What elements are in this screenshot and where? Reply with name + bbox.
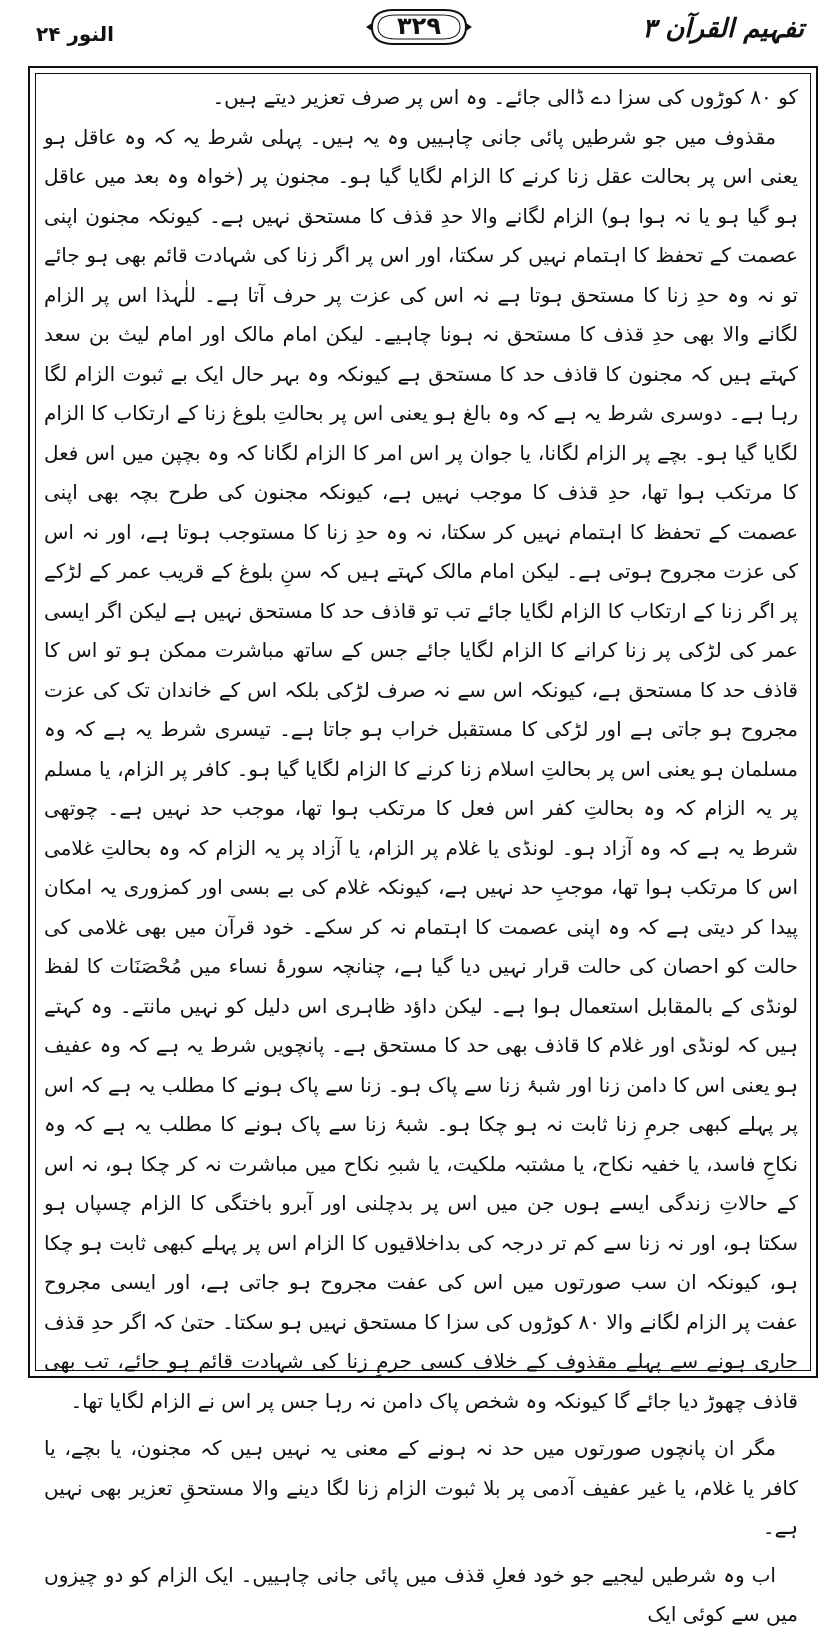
book-title: تفہیم القرآن ۳ — [642, 14, 804, 44]
paragraph-2: مقذوف میں جو شرطیں پائی جانی چاہییں وہ یہ ہیں۔ پہلی شرط یہ کہ وہ عاقل ہو یعنی اس پر بحالت عقل زنا کرنے کا الزام لگایا گیا ہو۔ مجنون پر (خواہ وہ بعد میں عاقل ہو گیا ہو یا نہ ہوا ہو) الزام لگانے والا حدِ قذف کا مستحق نہیں ہے۔ کیونکہ مجنون اپنی عصمت کے تحفظ کا اہتمام نہیں کر سکتا، اور اس پر اگر زنا کی شہادت قائم بھی ہو جائے تو نہ وہ حدِ زنا کا مستحق ہوتا ہے نہ اس کی عزت پر حرف آتا ہے۔ للٰہذا اس پر الزام لگانے والا بھی حدِ قذف کا مستحق نہ ہونا چاہیے۔ لیکن امام مالک اور امام لیث بن سعد کہتے ہیں کہ مجنون کا قاذف حد کا مستحق ہے کیونکہ وہ بہر حال ایک بے ثبوت الزام لگا رہا ہے۔ دوسری شرط یہ ہے کہ وہ بالغ ہو یعنی اس پر بحالتِ بلوغ زنا کے ارتکاب کا الزام لگایا گیا ہو۔ بچے پر الزام لگانا، یا جوان پر اس امر کا الزام لگانا کہ وہ بچپن میں اس فعل کا مرتکب ہوا تھا، حدِ قذف کا موجب نہیں ہے، کیونکہ مجنون کی طرح بچہ بھی اپنی عصمت کے تحفظ کا اہتمام نہیں کر سکتا، نہ وہ حدِ زنا کا مستوجب ہوتا ہے، اور نہ اس کی عزت مجروح ہوتی ہے۔ لیکن امام مالک کہتے ہیں کہ سنِ بلوغ کے قریب عمر کے لڑکے پر اگر زنا کے ارتکاب کا الزام لگایا جائے تب تو قاذف حد کا مستحق نہیں ہے لیکن اگر ایسی عمر کی لڑکی پر زنا کرانے کا الزام لگایا جائے جس کے ساتھ مباشرت ممکن ہو تو اس کا قاذف حد کا مستحق ہے، کیونکہ اس سے نہ صرف لڑکی بلکہ اس کے خاندان تک کی عزت مجروح ہو جاتی ہے اور لڑکی کا مستقبل خراب ہو جاتا ہے۔ تیسری شرط یہ ہے کہ وہ مسلمان ہو یعنی اس پر بحالتِ اسلام زنا کرنے کا الزام لگایا گیا ہو۔ کافر پر الزام، یا مسلم پر یہ الزام کہ وہ بحالتِ کفر اس فعل کا مرتکب ہوا تھا، موجب حد نہیں ہے۔ چوتھی شرط یہ ہے کہ وہ آزاد ہو۔ لونڈی یا غلام پر الزام، یا آزاد پر یہ الزام کہ وہ بحالتِ غلامی اس کا مرتکب ہوا تھا، موجبِ حد نہیں ہے، کیونکہ غلام کی بے بسی اور کمزوری یہ امکان پیدا کر دیتی ہے کہ وہ اپنی عصمت کا اہتمام نہ کر سکے۔ خود قرآن میں بھی غلامی کی حالت کو احصان کی حالت قرار نہیں دیا گیا ہے، چنانچہ سورۂ نساء میں مُحْصَنَات کا لفظ لونڈی کے بالمقابل استعمال ہوا ہے۔ لیکن داؤد ظاہری اس دلیل کو نہیں مانتے۔ وہ کہتے ہیں کہ لونڈی اور غلام کا قاذف بھی حد کا مستحق ہے۔ پانچویں شرط یہ ہے کہ وہ عفیف ہو یعنی اس کا دامن زنا اور شبۂ زنا سے پاک ہو۔ زنا سے پاک ہونے کا مطلب یہ ہے کہ اس پر پہلے کبھی جرمِ زنا ثابت نہ ہو چکا ہو۔ شبۂ زنا سے پاک ہونے کا مطلب یہ ہے کہ وہ نکاحِ فاسد، یا خفیہ نکاح، یا مشتبہ ملکیت، یا شبہِ نکاح میں مباشرت نہ کر چکا ہو، نہ اس کے حالاتِ زندگی ایسے ہوں جن میں اس پر بدچلنی اور آبرو باختگی کا الزام چسپاں ہو سکتا ہو، اور نہ زنا سے کم تر درجہ کی بداخلاقیوں کا الزام اس پر پہلے کبھی ثابت ہو چکا ہو، کیونکہ ان سب صورتوں میں اس کی عفت مجروح ہو جاتی ہے، اور ایسی مجروح عفت پر الزام لگانے والا ۸۰ کوڑوں کی سزا کا مستحق نہیں ہو سکتا۔ حتیٰ کہ اگر حدِ قذف جاری ہونے سے پہلے مقذوف کے خلاف کسی جرمِ زنا کی شہادت قائم ہو جائے، تب بھی قاذف چھوڑ دیا جائے گا کیونکہ وہ شخص پاک دامن نہ رہا جس پر اس نے الزام لگایا تھا۔ — [44, 124, 799, 1413]
body-text — [44, 78, 798, 1635]
paragraph-1: کو ۸۰ کوڑوں کی سزا دے ڈالی جائے۔ وہ اس پر صرف تعزیر دیتے ہیں۔ — [212, 85, 798, 109]
running-header — [0, 0, 840, 62]
surah-reference: النور ۲۴ — [36, 22, 114, 46]
paragraph-3: مگر ان پانچوں صورتوں میں حد نہ ہونے کے معنی یہ نہیں ہیں کہ مجنون، یا بچے، یا کافر یا غلام، یا غیر عفیف آدمی پر بلا ثبوت الزام زنا لگا دینے والا مستحقِ تعزیر بھی نہیں ہے۔ — [44, 1436, 798, 1539]
page-number: ۳۲۹ — [397, 12, 441, 40]
page-number-ornament — [364, 6, 474, 48]
paragraph-4: اب وہ شرطیں لیجیے جو خود فعلِ قذف میں پائی جانی چاہییں۔ ایک الزام کو دو چیزوں میں سے کوئی ایک — [44, 1562, 798, 1626]
